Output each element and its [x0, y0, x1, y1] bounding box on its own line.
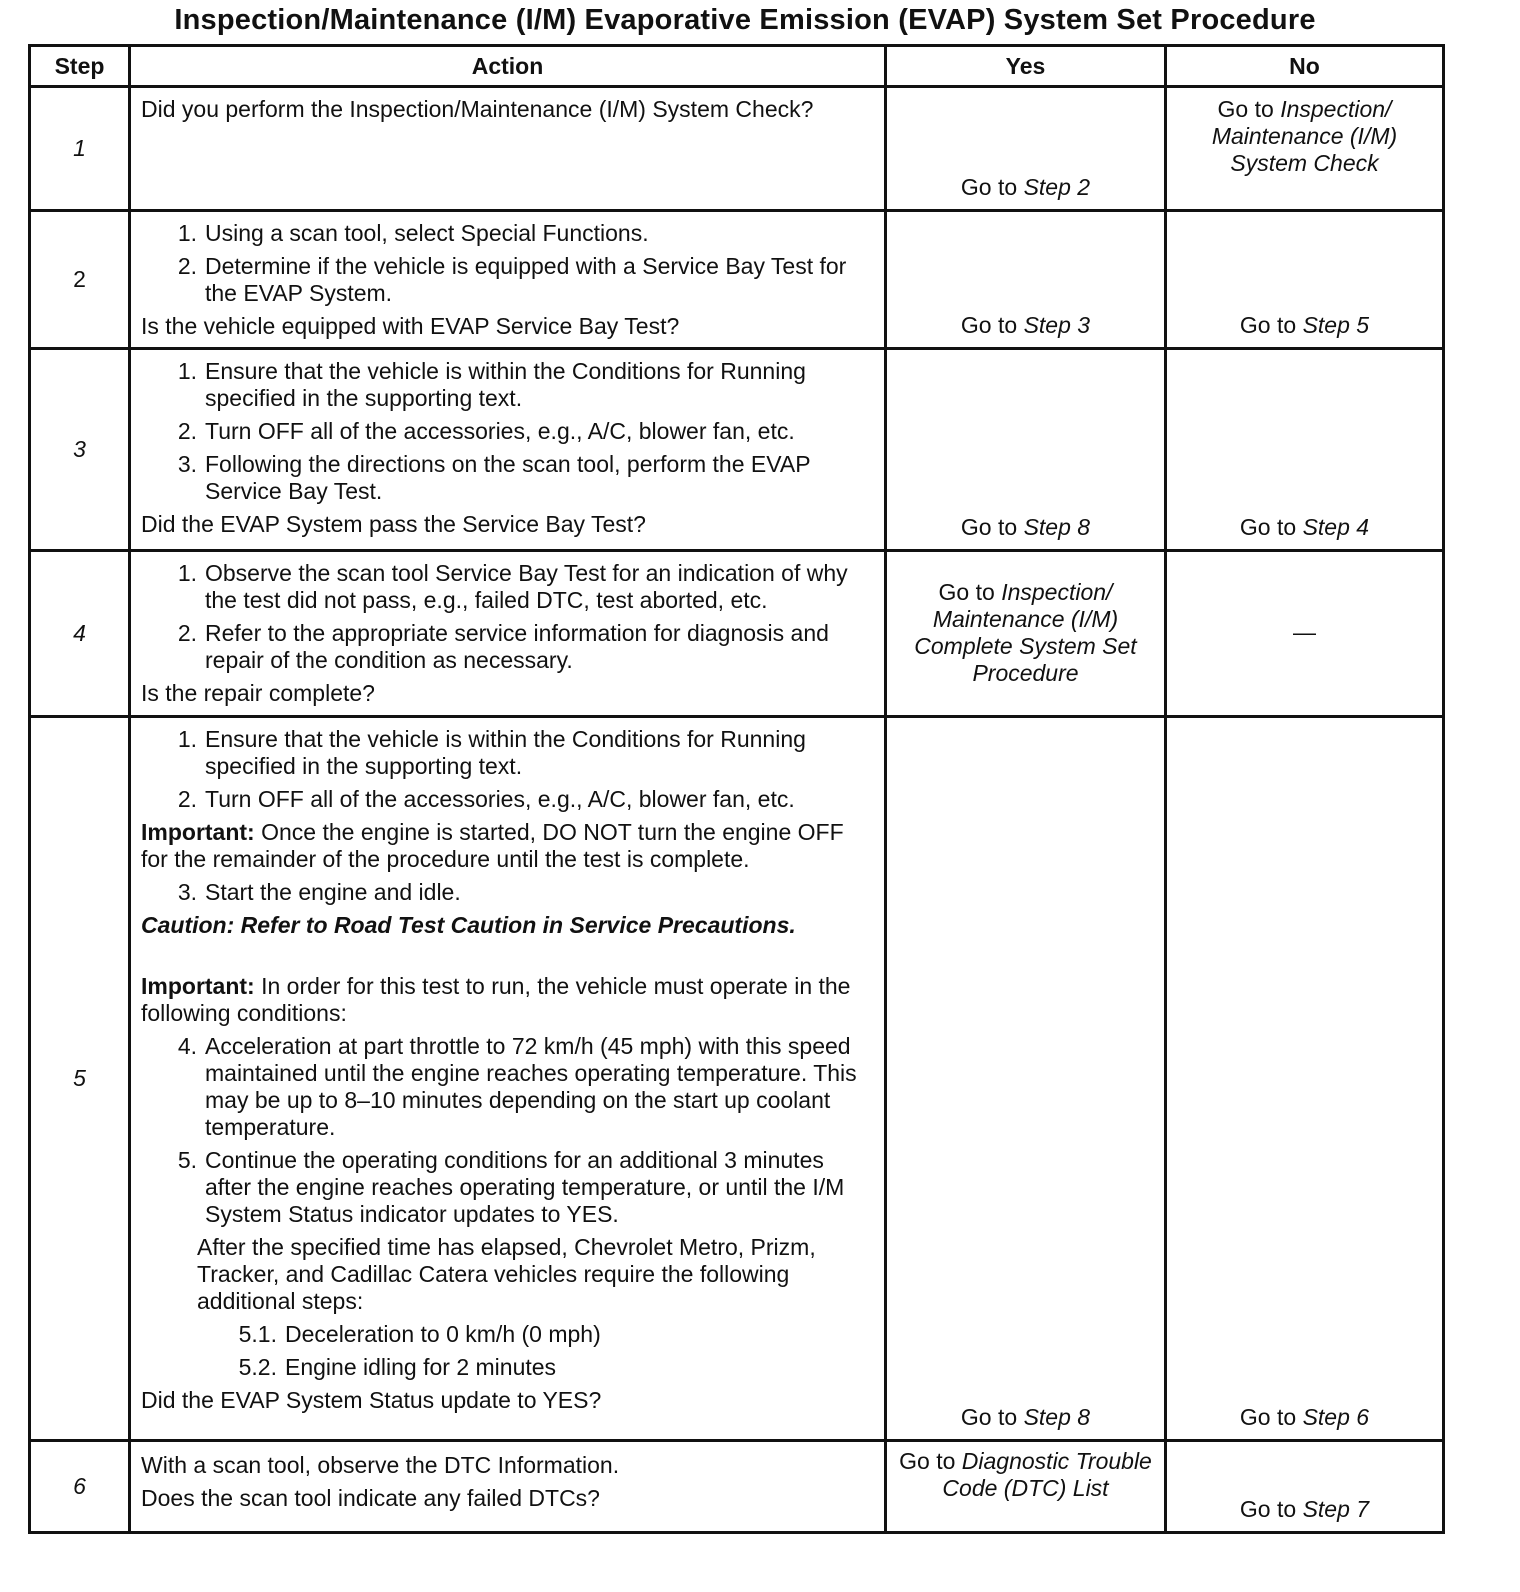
table-header-row: [30, 46, 1444, 87]
list-item: 1. Observe the scan tool Service Bay Test for an indication of why the test did not pass, e.g., failed DTC, test aborted, etc.: [177, 560, 848, 613]
goto-link[interactable]: Step 3: [1023, 312, 1091, 338]
list-item: 1. Using a scan tool, select Special Functions.: [177, 220, 649, 246]
additional-steps-note: After the specified time has elapsed, Chevrolet Metro, Prizm, Tracker, and Cadillac Catera vehicles require the following additional steps:: [197, 1234, 816, 1314]
action-cell: [130, 349, 886, 551]
goto-prefix: Go to: [960, 1404, 1018, 1430]
goto-link[interactable]: Diagnostic Trouble Code (DTC) List: [942, 1448, 1152, 1501]
action-question: Did the EVAP System pass the Service Bay Test?: [141, 511, 646, 537]
step-number: 5: [30, 717, 130, 1441]
list-item: 2. Turn OFF all of the accessories, e.g., A/C, blower fan, etc.: [177, 418, 795, 444]
no-cell: [1166, 1441, 1444, 1533]
goto-prefix: Go to: [1239, 1404, 1297, 1430]
yes-cell: [886, 87, 1166, 211]
goto-link[interactable]: Step 5: [1302, 312, 1370, 338]
table-row: [30, 717, 1444, 1441]
action-cell: [130, 87, 886, 211]
action-cell: [130, 1441, 886, 1533]
table-row: [30, 87, 1444, 211]
list-item: 1. Ensure that the vehicle is within the Conditions for Running specified in the supporting text.: [177, 726, 806, 779]
header-action: Action: [130, 46, 886, 87]
list-item: 2. Refer to the appropriate service information for diagnosis and repair of the condition as necessary.: [177, 620, 829, 673]
goto-link[interactable]: Step 8: [1023, 514, 1091, 540]
goto-link[interactable]: Step 6: [1302, 1404, 1370, 1430]
no-cell: [1166, 551, 1444, 717]
list-item: 3. Start the engine and idle.: [177, 879, 461, 905]
step-number: 2: [30, 211, 130, 349]
page-title: Inspection/Maintenance (I/M) Evaporative Emission (EVAP) System Set Procedure: [174, 4, 1316, 36]
action-question: Does the scan tool indicate any failed DTCs?: [141, 1485, 600, 1511]
table-row: [30, 211, 1444, 349]
goto-prefix: Go to: [960, 514, 1018, 540]
action-cell: [130, 551, 886, 717]
header-no: No: [1166, 46, 1444, 87]
action-question: Did the EVAP System Status update to YES?: [141, 1387, 602, 1413]
important-note: Important: Once the engine is started, DO NOT turn the engine OFF for the remainder of the procedure until the test is complete.: [141, 819, 844, 872]
step-number: 3: [30, 349, 130, 551]
yes-cell: [886, 349, 1166, 551]
no-action-dash: —: [1293, 619, 1316, 645]
yes-cell: [886, 717, 1166, 1441]
list-item: 5.2. Engine idling for 2 minutes: [238, 1354, 557, 1380]
header-step: Step: [30, 46, 130, 87]
goto-link[interactable]: Step 2: [1023, 174, 1091, 200]
action-question: Is the repair complete?: [141, 680, 375, 706]
goto-prefix: Go to: [960, 312, 1018, 338]
goto-prefix: Go to: [899, 1448, 956, 1474]
step-number: 1: [30, 87, 130, 211]
table-row: [30, 551, 1444, 717]
goto-link[interactable]: Step 7: [1302, 1496, 1370, 1522]
yes-cell: [886, 211, 1166, 349]
goto-prefix: Go to: [1217, 96, 1274, 122]
table-row: [30, 1441, 1444, 1533]
action-question: Is the vehicle equipped with EVAP Service Bay Test?: [141, 313, 680, 339]
goto-prefix: Go to: [960, 174, 1018, 200]
goto-prefix: Go to: [1239, 312, 1297, 338]
caution-note: Caution: Refer to Road Test Caution in Service Precautions.: [141, 912, 796, 938]
step-number: 6: [30, 1441, 130, 1533]
no-cell: [1166, 87, 1444, 211]
procedure-table: [28, 44, 1445, 1534]
list-item: 1. Ensure that the vehicle is within the Conditions for Running specified in the supporting text.: [177, 358, 806, 411]
no-cell: [1166, 211, 1444, 349]
important-note: Important: In order for this test to run, the vehicle must operate in the following conditions:: [141, 973, 851, 1026]
list-item: 5. Continue the operating conditions for an additional 3 minutes after the engine reaches operating temperature, or until the I/M System Status indicator updates to YES.: [177, 1147, 845, 1227]
goto-link[interactable]: Inspection/ Maintenance (I/M) Complete System Set Procedure: [914, 578, 1137, 686]
no-cell: [1166, 349, 1444, 551]
goto-prefix: Go to: [1239, 1496, 1297, 1522]
list-item: 2. Turn OFF all of the accessories, e.g., A/C, blower fan, etc.: [177, 786, 795, 812]
no-cell: [1166, 717, 1444, 1441]
yes-cell: [886, 1441, 1166, 1533]
goto-link[interactable]: Step 4: [1302, 514, 1370, 540]
goto-prefix: Go to: [938, 578, 995, 605]
list-item: 3. Following the directions on the scan tool, perform the EVAP Service Bay Test.: [177, 451, 811, 504]
goto-link[interactable]: Step 8: [1023, 1404, 1091, 1430]
yes-cell: [886, 551, 1166, 717]
header-yes: Yes: [886, 46, 1166, 87]
table-row: [30, 349, 1444, 551]
goto-link[interactable]: Inspection/ Maintenance (I/M) System Check: [1211, 96, 1398, 176]
action-text: With a scan tool, observe the DTC Information.: [141, 1452, 620, 1478]
list-item: 5.1. Deceleration to 0 km/h (0 mph): [238, 1321, 601, 1347]
step-number: 4: [30, 551, 130, 717]
goto-prefix: Go to: [1239, 514, 1297, 540]
action-cell: [130, 717, 886, 1441]
list-item: 2. Determine if the vehicle is equipped with a Service Bay Test for the EVAP System.: [177, 253, 847, 306]
list-item: 4. Acceleration at part throttle to 72 km/h (45 mph) with this speed maintained until the engine reaches operating temperature. This may be up to 8–10 minutes depending on the start up coolant temperature.: [177, 1033, 857, 1140]
action-question: Did you perform the Inspection/Maintenance (I/M) System Check?: [141, 96, 814, 122]
action-cell: [130, 211, 886, 349]
